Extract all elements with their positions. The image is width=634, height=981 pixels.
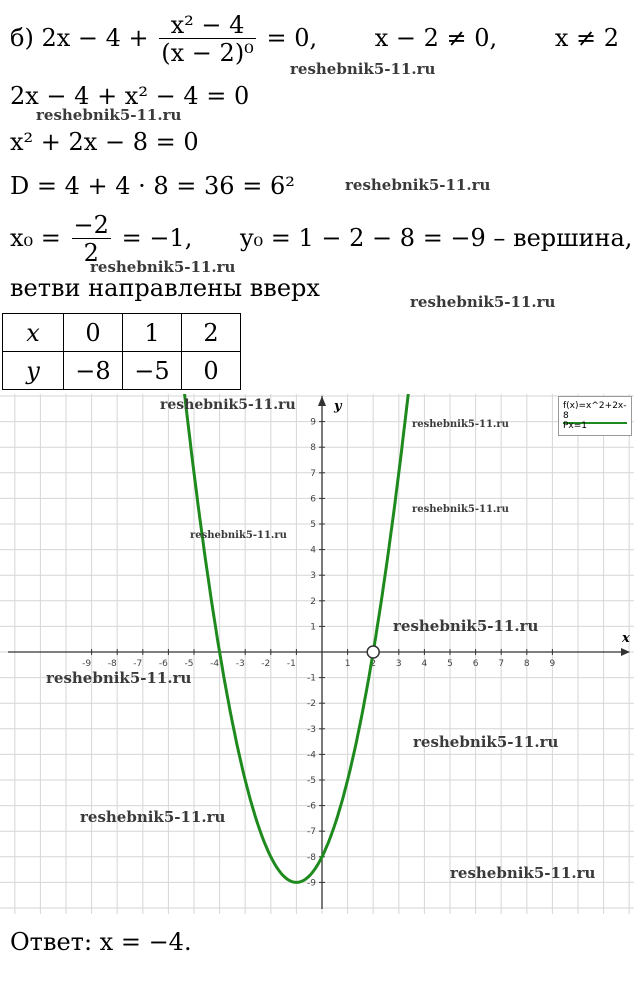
table-row	[3, 314, 241, 352]
watermark: reshebnik5-11.ru	[412, 419, 509, 430]
y-tick-label: 8	[310, 443, 316, 454]
graph-legend	[558, 396, 632, 436]
y-tick-label: -4	[307, 750, 316, 761]
discriminant: D = 4 + 4 · 8 = 36 = 6²	[10, 172, 295, 200]
vertex-x-rhs: = −1,	[121, 224, 193, 252]
condition-1: x − 2 ≠ 0,	[374, 24, 498, 52]
problem-equation	[10, 12, 619, 67]
table-row	[3, 352, 241, 390]
y-tick-label: 1	[310, 622, 316, 633]
y-tick-label: -7	[307, 827, 316, 838]
y-tick-label: 6	[310, 494, 316, 505]
watermark: reshebnik5-11.ru	[90, 258, 236, 276]
y-tick-label: -5	[307, 776, 316, 786]
y-tick-label: 2	[310, 596, 316, 607]
step-2: x² + 2x − 8 = 0	[10, 128, 199, 156]
watermark: reshebnik5-11.ru	[410, 293, 556, 311]
y-tick-label: -9	[307, 878, 316, 889]
fraction-denominator: (x − 2)⁰	[161, 39, 254, 67]
table-cell: 0	[64, 314, 123, 352]
y-tick-label: -2	[307, 699, 316, 710]
x-tick-label: 1	[344, 659, 351, 669]
condition-2: x ≠ 2	[554, 24, 619, 52]
vertex-x-denominator: 2	[83, 239, 99, 267]
vertex-x-numerator: −2	[73, 211, 109, 239]
branches-text: ветви направлены вверх	[10, 274, 320, 302]
vertex-x-lhs: x₀ =	[10, 224, 61, 252]
table-cell: 2	[182, 314, 241, 352]
watermark: reshebnik5-11.ru	[80, 808, 226, 826]
y-tick-label: -6	[307, 801, 316, 812]
table-y-label: y	[3, 352, 64, 390]
watermark: reshebnik5-11.ru	[190, 530, 287, 541]
x-tick-label: 9	[549, 659, 556, 669]
table-cell: −8	[64, 352, 123, 390]
watermark: reshebnik5-11.ru	[160, 397, 296, 413]
answer: Ответ: x = −4.	[10, 928, 192, 956]
x-tick-label: -2	[261, 659, 271, 669]
problem-label: б)	[10, 24, 34, 52]
x-tick-label: 8	[523, 659, 530, 669]
equation-left: 2x − 4 +	[41, 24, 149, 52]
x-tick-label: -7	[133, 659, 143, 669]
x-tick-label: 6	[472, 659, 479, 669]
watermark: reshebnik5-11.ru	[46, 669, 192, 687]
x-tick-label: -1	[286, 659, 296, 669]
watermark: reshebnik5-11.ru	[412, 504, 509, 515]
x-tick-label: -5	[184, 659, 194, 669]
parabola-graph	[0, 394, 634, 914]
watermark: reshebnik5-11.ru	[345, 176, 491, 194]
x-tick-label: 7	[498, 659, 505, 669]
table-x-label: x	[3, 314, 64, 352]
y-tick-label: 4	[310, 545, 316, 556]
x-tick-label: 5	[447, 659, 453, 669]
y-tick-label: -8	[307, 852, 316, 863]
equation-right: = 0,	[266, 24, 318, 52]
fraction-numerator: x² − 4	[159, 12, 256, 39]
root-point-marker	[367, 646, 379, 658]
table-cell: −5	[123, 352, 182, 390]
y-tick-label: 3	[310, 571, 316, 582]
x-tick-label: 3	[395, 659, 402, 669]
watermark: reshebnik5-11.ru	[450, 864, 596, 882]
vertex-y: y₀ = 1 − 2 − 8 = −9 – вершина,	[239, 224, 633, 252]
x-axis-arrow	[621, 648, 630, 656]
equation-fraction	[159, 12, 256, 67]
table-cell: 1	[123, 314, 182, 352]
x-tick-label: -4	[210, 659, 220, 669]
watermark: reshebnik5-11.ru	[36, 106, 182, 124]
y-tick-label: -1	[307, 673, 316, 684]
x-tick-label: -8	[107, 659, 117, 669]
x-tick-label: -9	[82, 659, 92, 669]
y-tick-label: 9	[310, 417, 316, 428]
legend-point: Px=1	[563, 421, 588, 431]
table-cell: 0	[182, 352, 241, 390]
y-tick-label: 7	[310, 468, 316, 479]
x-tick-label: -3	[235, 659, 245, 669]
graph-grid	[0, 394, 634, 914]
y-tick-label: 5	[310, 520, 316, 530]
y-tick-label: -3	[307, 724, 316, 735]
step-1: 2x − 4 + x² − 4 = 0	[10, 82, 250, 110]
x-tick-label: -6	[158, 659, 168, 669]
y-axis-label: y	[334, 399, 342, 414]
x-tick-label: 4	[421, 659, 428, 669]
watermark: reshebnik5-11.ru	[393, 617, 539, 635]
x-tick-label: 2	[370, 659, 377, 669]
watermark: reshebnik5-11.ru	[413, 733, 559, 751]
y-axis-arrow	[318, 396, 326, 406]
x-axis-label: x	[622, 631, 630, 646]
values-table	[2, 313, 241, 390]
watermark: reshebnik5-11.ru	[290, 60, 436, 78]
legend-function: f(x)=x^2+2x-8	[563, 401, 627, 424]
